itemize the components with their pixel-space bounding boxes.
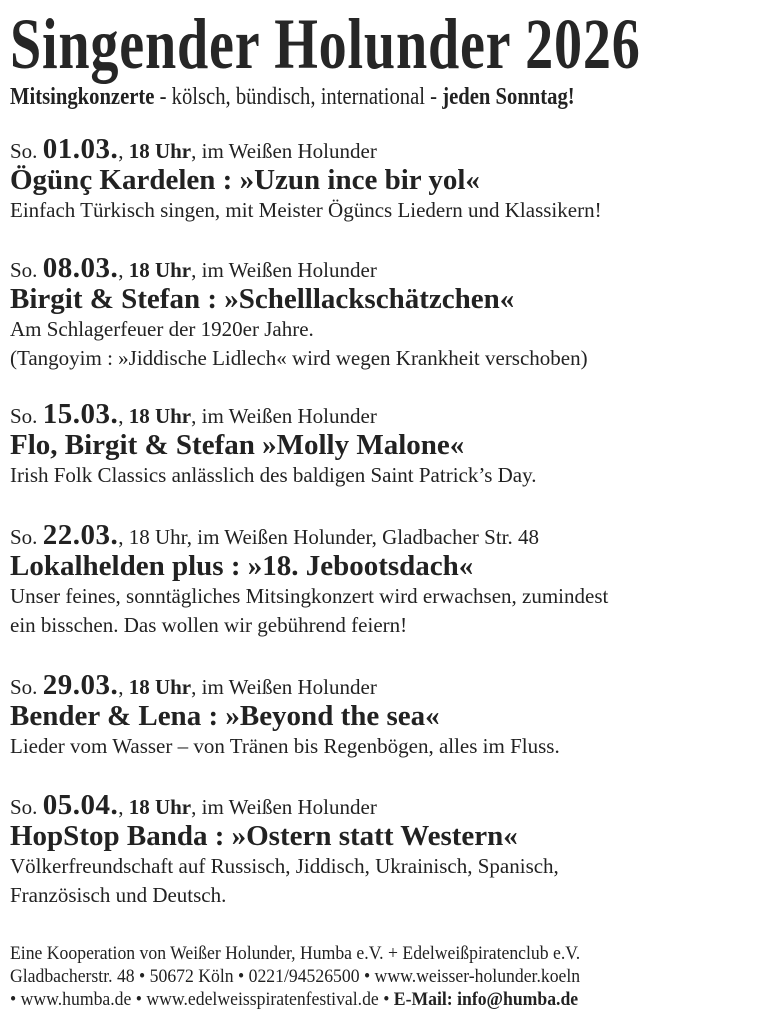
- event-2: [10, 253, 760, 373]
- event-time: 18 Uhr: [128, 404, 192, 428]
- event-3: [10, 399, 760, 490]
- event-title: Lokalhelden plus : »18. Jebootsdach«: [10, 550, 474, 582]
- event-date-line: [10, 520, 760, 552]
- event-4: [10, 520, 760, 640]
- separator: ,: [118, 795, 129, 819]
- footer-cooperation: Eine Kooperation von Weißer Holunder, Humba e.V. + Edelweißpiratenclub e.V.: [10, 943, 581, 964]
- event-date: 15.03.: [42, 398, 119, 430]
- event-date: 01.03.: [42, 133, 119, 165]
- subtitle-end: jeden Sonntag!: [442, 84, 575, 110]
- event-5: [10, 670, 760, 761]
- separator: ,: [118, 404, 129, 428]
- event-description: (Tangoyim : »Jiddische Lidlech« wird wegen Krankheit verschoben): [10, 346, 588, 370]
- event-day: So.: [10, 525, 43, 549]
- event-description: Einfach Türkisch singen, mit Meister Ögüncs Liedern und Klassikern!: [10, 198, 602, 222]
- event-location: , im Weißen Holunder: [191, 675, 377, 699]
- event-day: So.: [10, 404, 43, 428]
- footer: [10, 942, 580, 1011]
- event-date-line: [10, 399, 760, 431]
- event-title: Bender & Lena : »Beyond the sea«: [10, 700, 440, 732]
- event-title: Flo, Birgit & Stefan »Molly Malone«: [10, 429, 465, 461]
- event-date-line: [10, 790, 760, 822]
- event-time: 18 Uhr: [128, 258, 192, 282]
- subtitle: [10, 82, 575, 112]
- event-date-line: [10, 670, 760, 702]
- subtitle-bold: Mitsingkonzerte: [10, 84, 155, 110]
- event-date: 08.03.: [42, 252, 119, 284]
- event-6: [10, 790, 760, 910]
- event-description: Am Schlagerfeuer der 1920er Jahre.: [10, 317, 314, 341]
- event-location: , im Weißen Holunder, Gladbacher Str. 48: [186, 525, 540, 549]
- event-date: 05.04.: [42, 789, 119, 821]
- event-time: 18 Uhr: [128, 139, 192, 163]
- event-title: Ögünç Kardelen : »Uzun ince bir yol«: [10, 164, 480, 196]
- event-location: , im Weißen Holunder: [191, 404, 377, 428]
- event-description: Unser feines, sonntägliches Mitsingkonzert wird erwachsen, zumindest: [10, 584, 609, 608]
- event-time: 18 Uhr: [128, 675, 192, 699]
- page-title: Singender Holunder 2026: [10, 4, 641, 84]
- event-description: Französisch und Deutsch.: [10, 883, 227, 907]
- separator: ,: [118, 675, 129, 699]
- event-date: 29.03.: [42, 669, 119, 701]
- event-day: So.: [10, 675, 43, 699]
- event-time: 18 Uhr: [128, 525, 187, 549]
- event-day: So.: [10, 139, 43, 163]
- event-date-line: [10, 253, 760, 285]
- separator: ,: [118, 525, 129, 549]
- separator: ,: [118, 258, 129, 282]
- event-day: So.: [10, 258, 43, 282]
- footer-links: [10, 988, 580, 1011]
- event-description: ein bisschen. Das wollen wir gebührend feiern!: [10, 613, 408, 637]
- event-location: , im Weißen Holunder: [191, 258, 377, 282]
- subtitle-mid: - kölsch, bündisch, international -: [154, 84, 443, 110]
- event-description: Irish Folk Classics anlässlich des baldigen Saint Patrick’s Day.: [10, 463, 537, 487]
- event-day: So.: [10, 795, 43, 819]
- event-description: Völkerfreundschaft auf Russisch, Jiddisch, Ukrainisch, Spanisch,: [10, 854, 559, 878]
- event-time: 18 Uhr: [128, 795, 192, 819]
- event-location: , im Weißen Holunder: [191, 795, 377, 819]
- event-date-line: [10, 134, 760, 166]
- footer-email: E-Mail: info@humba.de: [393, 989, 579, 1010]
- event-title: HopStop Banda : »Ostern statt Western«: [10, 820, 518, 852]
- event-location: , im Weißen Holunder: [191, 139, 377, 163]
- separator: ,: [118, 139, 129, 163]
- event-1: [10, 134, 760, 225]
- footer-address: Gladbacherstr. 48 • 50672 Köln • 0221/94526500 • www.weisser-holunder.koeln: [10, 966, 581, 987]
- event-date: 22.03.: [42, 519, 119, 551]
- footer-websites: • www.humba.de • www.edelweisspiratenfestival.de •: [10, 989, 394, 1010]
- event-title: Birgit & Stefan : »Schelllackschätzchen«: [10, 283, 515, 315]
- event-description: Lieder vom Wasser – von Tränen bis Regenbögen, alles im Fluss.: [10, 734, 560, 758]
